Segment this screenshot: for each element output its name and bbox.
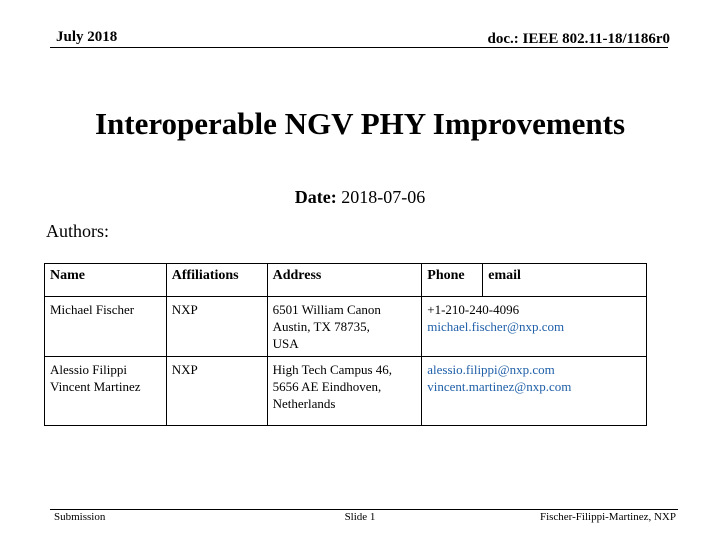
affiliation-cell: NXP: [166, 357, 267, 426]
authors-label: Authors:: [46, 221, 109, 241]
column-header-address: Address: [267, 264, 422, 297]
author-name: Alessio Filippi: [50, 362, 127, 377]
address-cell: [267, 357, 422, 426]
author-name: Michael Fischer: [50, 302, 135, 317]
header-divider: [50, 47, 668, 48]
table-row: [45, 297, 647, 357]
affiliation-cell: NXP: [166, 297, 267, 357]
date-value: 2018-07-06: [341, 187, 426, 207]
email-link[interactable]: alessio.filippi@nxp.com: [427, 362, 555, 377]
address-line: 5656 AE Eindhoven,: [272, 379, 382, 394]
header-date: July 2018: [56, 29, 118, 45]
column-header-name: Name: [45, 264, 167, 297]
email-link[interactable]: vincent.martinez@nxp.com: [427, 379, 572, 394]
authors-table: [44, 263, 647, 426]
footer-slide-number: Slide 1: [344, 511, 376, 523]
address-line: 6501 William Canon: [272, 302, 381, 317]
column-header-phone: Phone: [422, 264, 483, 297]
slide-title: Interoperable NGV PHY Improvements: [94, 106, 626, 141]
author-name-cell: [45, 357, 167, 426]
address-line: High Tech Campus 46,: [272, 362, 393, 377]
date-line: [0, 187, 720, 208]
email-link[interactable]: michael.fischer@nxp.com: [427, 319, 565, 334]
author-name-cell: [45, 297, 167, 357]
column-header-affiliations: Affiliations: [166, 264, 267, 297]
contact-cell: [422, 357, 647, 426]
address-cell: [267, 297, 422, 357]
header-doc-id: doc.: IEEE 802.11-18/1186r0: [487, 31, 670, 47]
phone-number: +1-210-240-4096: [427, 302, 520, 317]
address-line: Austin, TX 78735,: [272, 319, 370, 334]
date-label: Date:: [294, 187, 337, 207]
address-line: USA: [272, 336, 299, 351]
table-row: [45, 357, 647, 426]
footer-submission: Submission: [54, 511, 106, 523]
footer-divider: [50, 509, 678, 510]
author-name: Vincent Martinez: [50, 379, 141, 394]
address-line: Netherlands: [272, 396, 336, 411]
table-header-row: [45, 264, 647, 297]
column-header-email: email: [483, 264, 647, 297]
footer-authors: Fischer-Filippi-Martinez, NXP: [539, 511, 676, 523]
contact-cell: [422, 297, 647, 357]
